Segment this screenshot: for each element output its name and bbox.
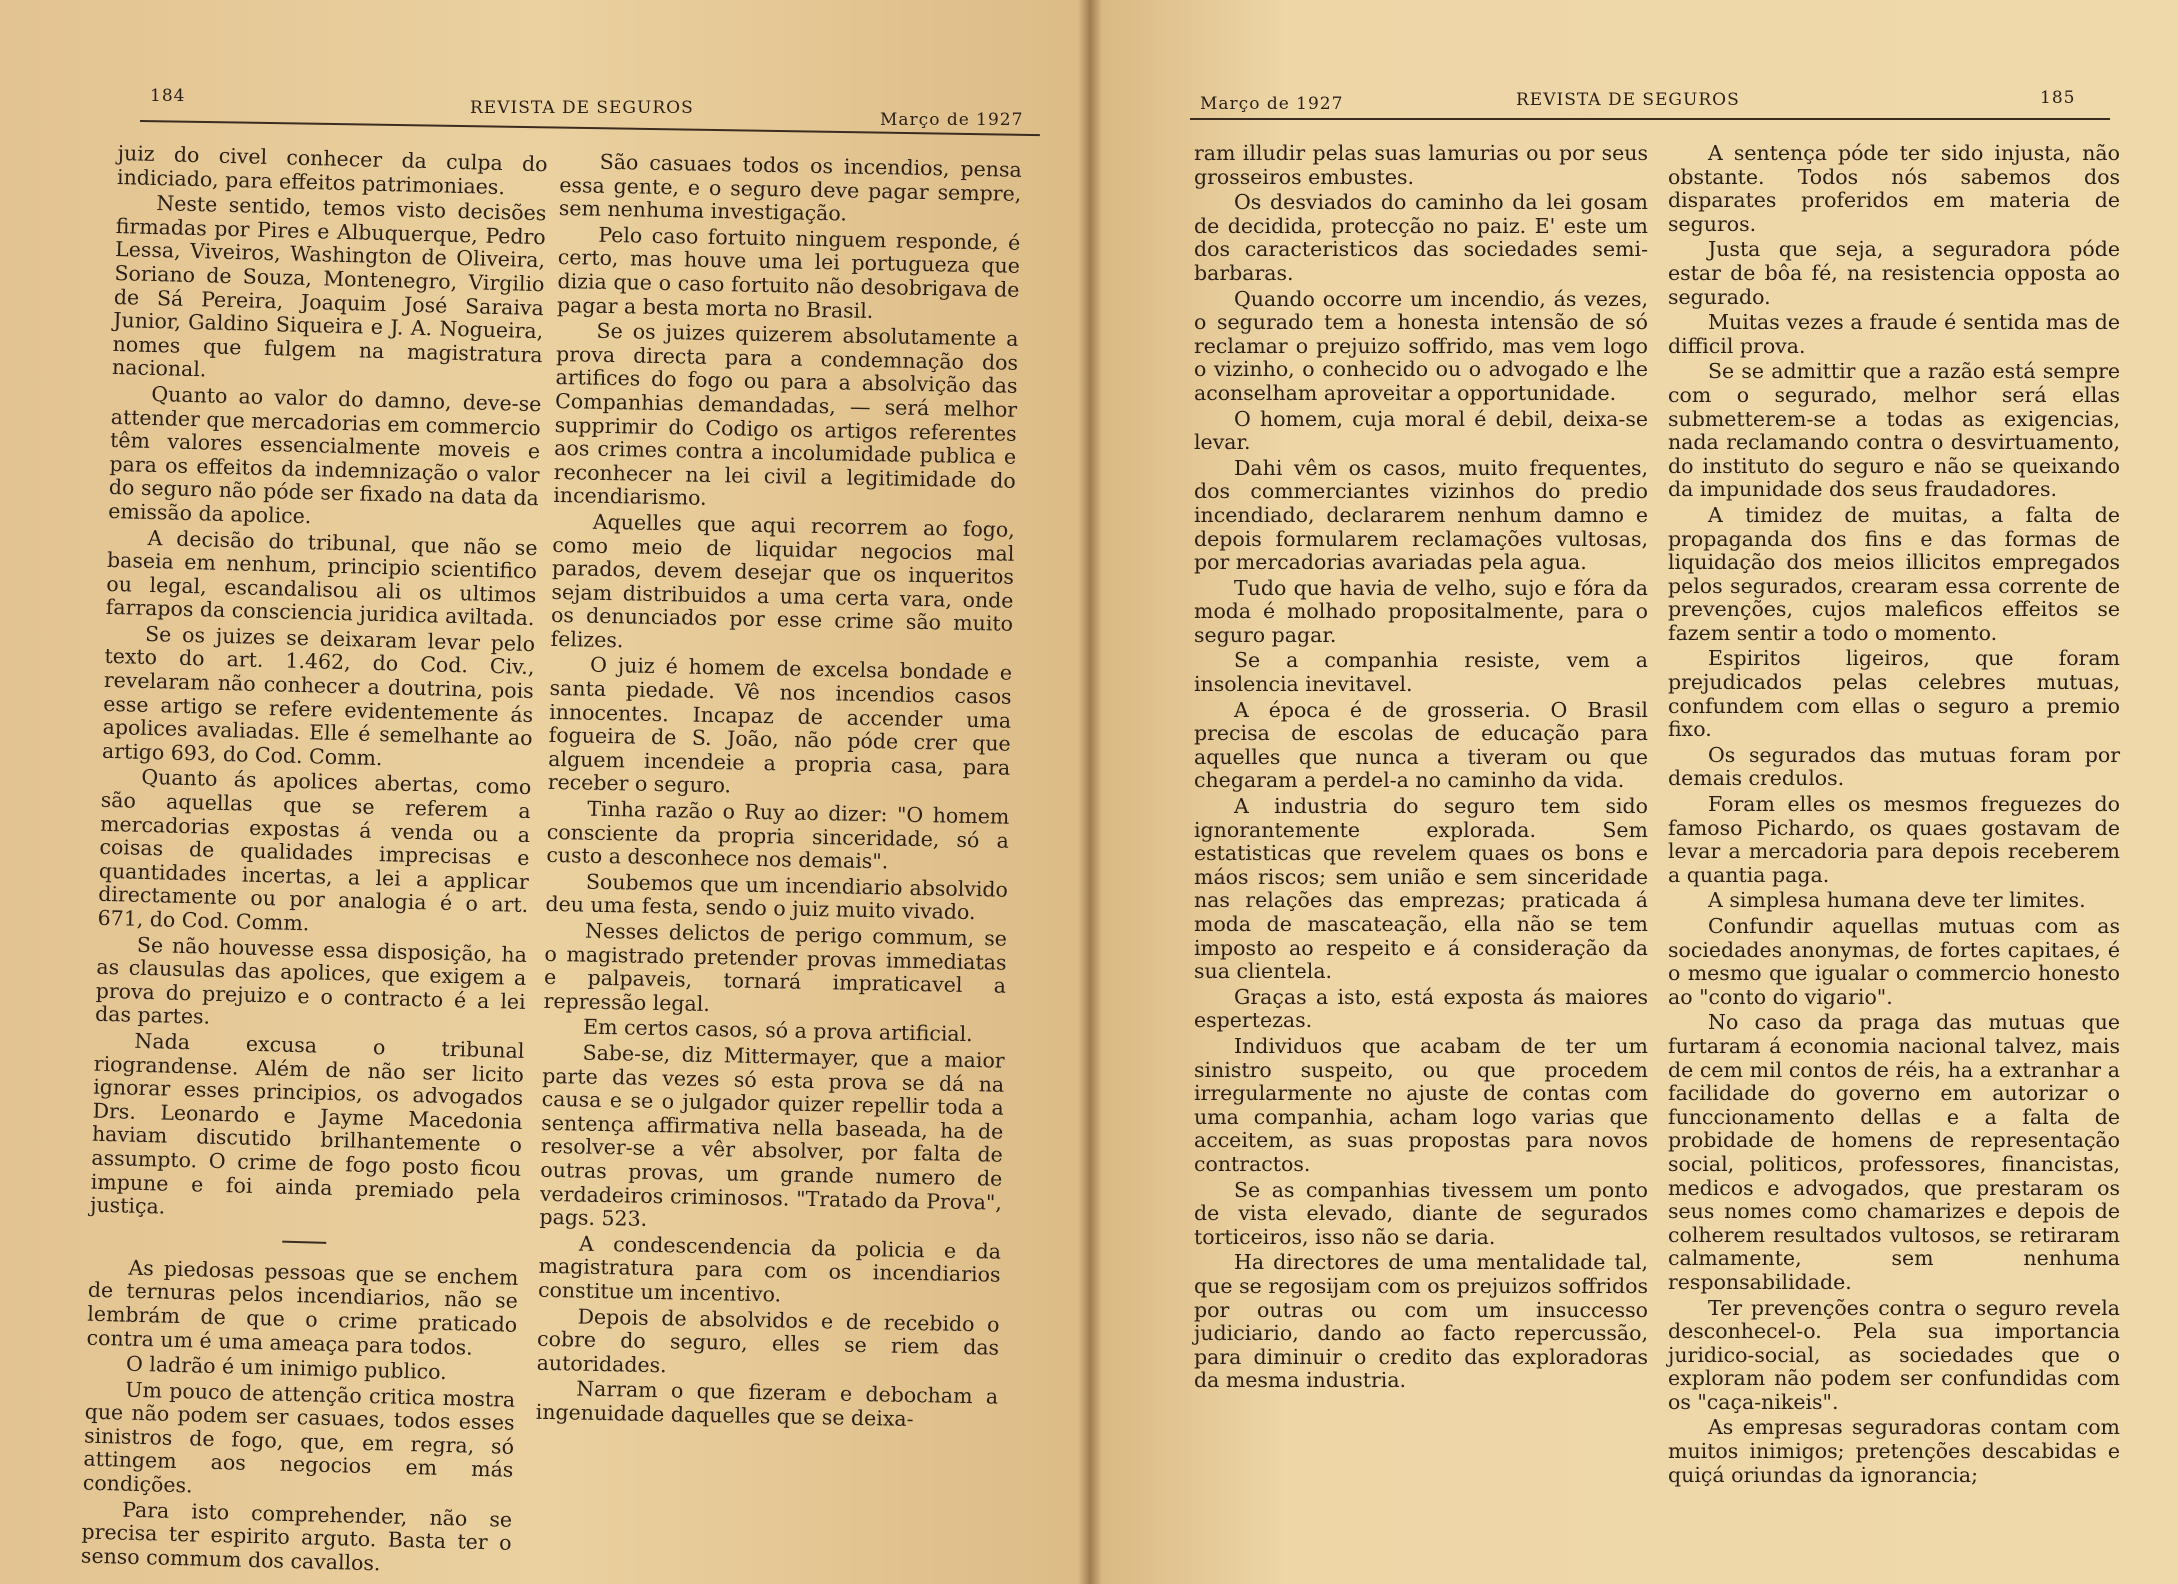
paragraph: Tudo que havia de velho, sujo e fóra da moda é molhado propositalmente, para o seguro pagar.	[1194, 575, 1648, 647]
paragraph: Quanto ás apolices abertas, como são aquellas que se referem a mercadorias expostas á venda ou a coisas de qualidades imprecisas e quantidades incertas, a lei a applicar directamente ou por analogia é o art. 671, do Cod. Comm.	[97, 765, 532, 936]
paragraph: São casuaes todos os incendios, pensa essa gente, e o seguro deve pagar sempre, sem nenhuma investigação.	[558, 149, 1022, 226]
paragraph: Se a companhia resiste, vem a insolencia inevitavel.	[1194, 648, 1648, 697]
paragraph: Narram o que fizeram e debocham a ingenuidade daquelles que se deixa-	[535, 1376, 999, 1431]
paragraph: Neste sentido, temos visto decisões firmadas por Pires e Albuquerque, Pedro Lessa, Viveiros, Washington de Oliveira, Soriano de Souza, Montenegro, Virgilio de Sá Pereira, Joaquim José Saraiva Junior, Galdino Siqueira e J. A. Nogueira, nomes que fulgem na magistratura nacional.	[111, 191, 547, 382]
paragraph: Um pouco de attenção critica mostra que não podem ser casuaes, todos esses sinistros de fogo, que, em regra, só attingem aos negocios em más condições.	[82, 1377, 516, 1498]
left-column-2	[536, 150, 1022, 1433]
paragraph: Sabe-se, diz Mittermayer, que a maior parte das vezes só esta prova se dá na causa e se o julgador quizer repellir toda a sentença affirmativa nella baseada, ha de resolver-se a vêr absolver, por falta de outras provas, um grande numero de verdadeiros criminosos. "Tratado da Prova", pags. 523.	[539, 1040, 1005, 1231]
paragraph: As piedosas pessoas que se enchem de ternuras pelos incendiarios, não se lembrám de que o crime praticado contra um é uma ameaça para todos.	[86, 1255, 519, 1360]
paragraph: Pelo caso fortuito ninguem responde, é certo, mas houve uma lei portugueza que dizia que o caso fortuito não desobrigava de pagar a besta morta no Brasil.	[556, 222, 1021, 323]
paragraph: Ter prevenções contra o seguro revela desconhecel-o. Pela sua importancia juridico-social, as sociedades que o exploram não podem ser confundidas com os "caça-nikeis".	[1668, 1295, 2120, 1414]
paragraph: Tinha razão o Ruy ao dizer: "O homem consciente da propria sinceridade, só a custo a desconhece nos demais".	[546, 796, 1010, 874]
paragraph: A simplesa humana deve ter limites.	[1708, 888, 2086, 913]
paragraph: Os desviados do caminho da lei gosam de decidida, protecção no paiz. E' este um dos caracteristicos das sociedades semi-barbaras.	[1194, 190, 1648, 285]
paragraph: No caso da praga das mutuas que furtaram á economia nacional talvez, mais de cem mil contos de réis, ha a extranhar a facilidade do governo em autorizar o funccionamento dellas e a falta de probidade de homens de representação social, politicos, professores, financistas, medicos e advogados, que prestaram os seus nomes como chamarizes e depois de colherem resultados vultosos, se retiraram calmamente, sem nenhuma responsabilidade.	[1668, 1010, 2120, 1294]
paragraph: Foram elles os mesmos freguezes do famoso Pichardo, os quaes gostavam de levar a mercadoria para depois receberem a quantia paga.	[1668, 792, 2120, 887]
paragraph: Ha directores de uma mentalidade tal, que se regosijam com os prejuizos soffridos por outras ou com um insuccesso judiciario, dando ao facto repercussão, para diminuir o credito das exploradoras da mesma industria.	[1194, 1250, 1648, 1393]
right-page	[1090, 0, 2178, 1584]
paragraph: Se não houvesse essa disposição, ha as clausulas das apolices, que exigem a prova do prejuizo e o contracto é a lei das partes.	[94, 932, 528, 1030]
paragraph: A época é de grosseria. O Brasil precisa de escolas de educação para aquelles que nunca a tiveram ou que chegaram a perdel-a no caminho da vida.	[1194, 697, 1648, 793]
paragraph: Soubemos que um incendiario absolvido deu uma festa, sendo o juiz muito vivado.	[545, 869, 1009, 925]
paragraph: Se as companhias tivessem um ponto de vista elevado, diante de segurados torticeiros, isso não se daria.	[1194, 1177, 1648, 1249]
paragraph: Depois de absolvidos e de recebido o cobre do seguro, elles se riem das autoridades.	[536, 1304, 1000, 1377]
left-column-1	[81, 142, 548, 1579]
paragraph: Graças a isto, está exposta ás maiores espertezas.	[1194, 984, 1648, 1033]
paragraph: O homem, cuja moral é debil, deixa-se levar.	[1194, 406, 1648, 455]
paragraph: Muitas vezes a fraude é sentida mas de difficil prova.	[1668, 310, 2120, 358]
paragraph: Se os juizes quizerem absolutamente a prova directa para a condemnação dos artifices do fogo ou para a absolvição das Companhias demandadas, — será melhor supprimir do Codigo os artigos referentes aos crimes contra a incolumidade publica e reconhecer na lei civil a legitimidade do incendiarismo.	[553, 318, 1019, 511]
paragraph: Justa que seja, a seguradora póde estar de bôa fé, na resistencia opposta ao segurado.	[1668, 237, 2120, 309]
right-column-1	[1194, 142, 1648, 1393]
page-number: 185	[2040, 88, 2076, 108]
paragraph: Nesses delictos de perigo commum, se o magistrado pretender provas immediatas e palpaveis, tornará impraticavel a repressão legal.	[543, 918, 1008, 1016]
book-gutter	[1078, 0, 1102, 1584]
paragraph: Os segurados das mutuas foram por demais credulos.	[1668, 742, 2120, 791]
paragraph: juiz do civel conhecer da culpa do indiciado, para effeitos patrimoniaes.	[116, 141, 548, 199]
running-title: REVISTA DE SEGUROS	[1516, 90, 1740, 110]
running-date: Março de 1927	[880, 110, 1024, 130]
running-title: REVISTA DE SEGUROS	[470, 98, 694, 118]
paragraph: A timidez de muitas, a falta de propaganda dos fins e das formas de liquidação dos meios illicitos empregados pelos segurados, crearam essa corrente de prevenções, cujos maleficos effeitos se fazem sentir a todo o momento.	[1668, 502, 2120, 645]
paragraph: Individuos que acabam de ter um sinistro suspeito, ou que procedem irregularmente no ajuste de contas com uma companhia, acham logo varias que acceitem, as suas propostas para novos contractos.	[1194, 1033, 1648, 1176]
paragraph: A industria do seguro tem sido ignorantemente explorada. Sem estatisticas que revelem quaes os bons e máos riscos; sem união e sem sinceridade nas relações das emprezas; praticada á moda de mascateação, ella não se tem imposto ao respeito e á consideração da sua clientela.	[1194, 794, 1648, 984]
paragraph: A condescendencia da policia e da magistratura para com os incendiarios constitue um incentivo.	[537, 1231, 1002, 1307]
paragraph: ram illudir pelas suas lamurias ou por seus grosseiros embustes.	[1194, 141, 1648, 189]
paragraph: Para isto comprehender, não se precisa ter espirito arguto. Basta ter o senso commum dos cavallos.	[80, 1497, 513, 1576]
paragraph: A sentença póde ter sido injusta, não obstante. Todos nós sabemos dos disparates proferidos em materia de seguros.	[1668, 141, 2120, 236]
paragraph: Se os juizes se deixaram levar pelo texto do art. 1.462, do Cod. Civ., revelaram não conhecer a doutrina, pois esse artigo se refere evidentemente ás apolices avaliadas. Elle é semelhante ao artigo 693, do Cod. Comm.	[101, 621, 536, 770]
paragraph: Em certos casos, só a prova artificial.	[582, 1014, 973, 1047]
paragraph: As empresas seguradoras contam com muitos inimigos; pretenções descabidas e quiçá oriundas da ignorancia;	[1668, 1415, 2120, 1487]
running-date: Março de 1927	[1200, 94, 1344, 114]
paragraph: O ladrão é um inimigo publico.	[125, 1351, 447, 1385]
paragraph: Aquelles que aqui recorrem ao fogo, como meio de liquidar negocios mal parados, devem desejar que os inqueritos sejam distribuidos a uma certa vara, onde os denunciados por esse crime são muito felizes.	[550, 509, 1016, 653]
paragraph: Dahi vêm os casos, muito frequentes, dos commerciantes vizinhos do predio incendiado, declararem nenhum damno e depois formularem reclamações vultosas, por mercadorias avariadas pela agua.	[1194, 455, 1648, 575]
page-number: 184	[150, 86, 186, 106]
paragraph: Quando occorre um incendio, ás vezes, o segurado tem a honesta intensão de só reclamar o prejuizo soffrido, mas vem logo o vizinho, o conhecido ou o advogado e lhe aconselham aproveitar a opportunidade.	[1194, 286, 1648, 405]
paragraph: A decisão do tribunal, que não se baseia em nenhum, principio scientifico ou legal, escandalisou ali os ultimos farrapos da consciencia juridica aviltada.	[105, 525, 538, 631]
paragraph: Confundir aquellas mutuas com as sociedades anonymas, de fortes capitaes, é o mesmo que igualar o commercio honesto ao "conto do vigario".	[1668, 914, 2120, 1009]
right-column-2	[1668, 142, 2120, 1487]
section-separator	[282, 1240, 326, 1243]
paragraph: O juiz é homem de excelsa bondade e santa piedade. Vê nos incendios casos innocentes. Incapaz de accender uma fogueira de S. João, não póde crer que alguem incendeie a propria casa, para receber o seguro.	[547, 653, 1013, 798]
paragraph: Espiritos ligeiros, que foram prejudicados pelas celebres mutuas, confundem com ellas o seguro a premio fixo.	[1668, 646, 2120, 742]
paragraph: Nada excusa o tribunal riograndense. Além de não ser licito ignorar esses principios, os advogados Drs. Leonardo e Jayme Macedonia haviam discutido brilhantemente o assumpto. O crime de fogo posto ficou impune e foi ainda premiado pela justiça.	[89, 1028, 525, 1219]
paragraph: Se se admittir que a razão está sempre com o segurado, melhor será ellas submetterem-se a todas as exigencias, nada reclamando contra o desvirtuamento, do instituto do seguro e não se queixando da impunidade dos seus fraudadores.	[1668, 359, 2120, 502]
header-rule	[1190, 118, 2110, 120]
paragraph: Quanto ao valor do damno, deve-se attender que mercadorias em commercio têm valores essencialmente moveis e para os effeitos da indemnização o valor do seguro não póde ser fixado na data da emissão da apolice.	[108, 381, 542, 529]
